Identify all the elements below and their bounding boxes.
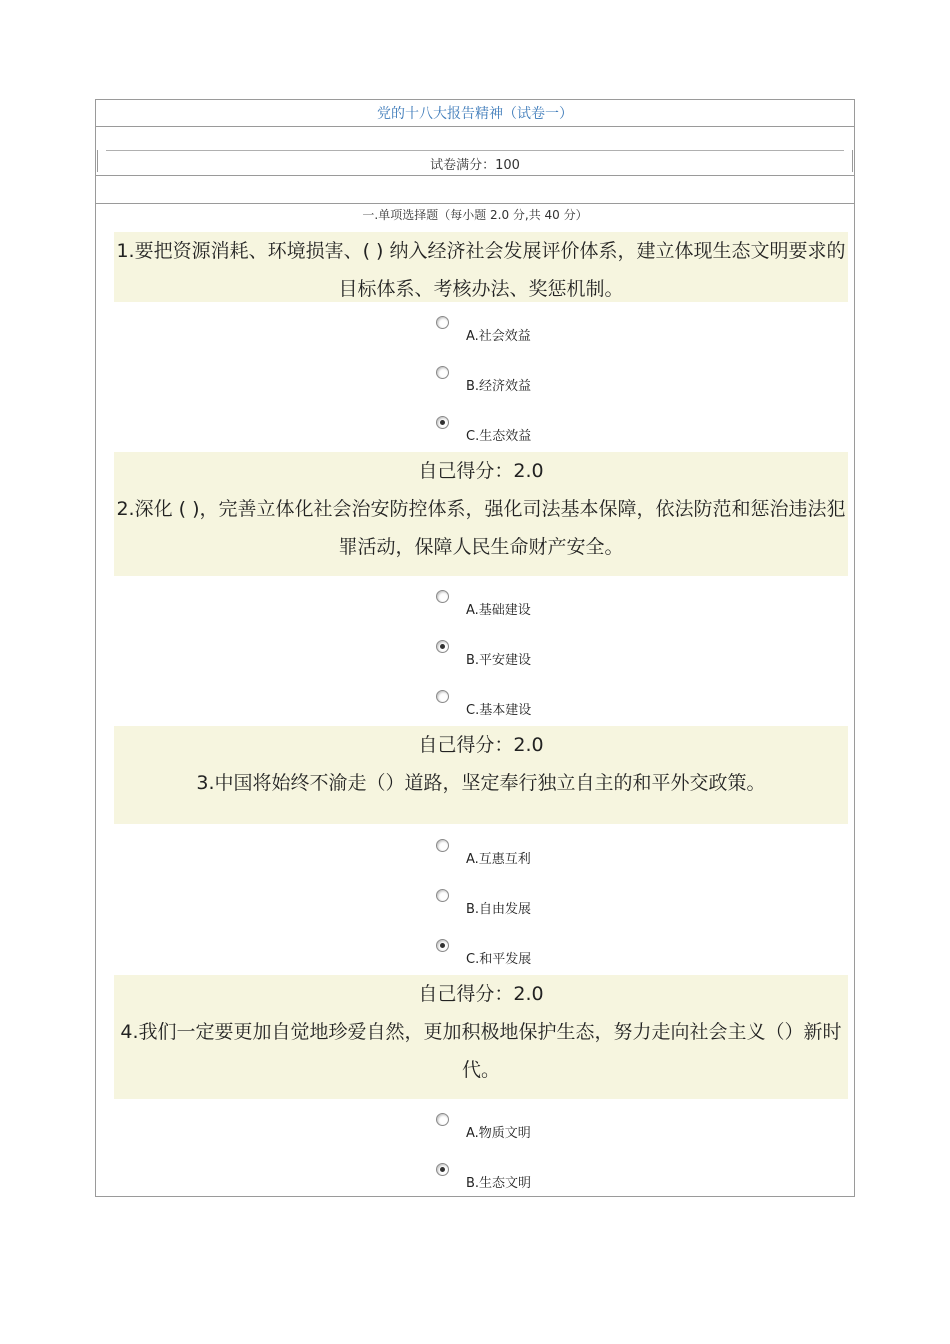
question-text: 1.要把资源消耗、环境损害、( ) 纳入经济社会发展评价体系，建立体现生态文明要求的目标体系、考核办法、奖惩机制。 [116,240,846,300]
divider [106,150,844,151]
option-1a[interactable] [96,316,854,346]
option-4b[interactable] [96,1163,854,1193]
question-text: 3.中国将始终不渝走（）道路，坚定奉行独立自主的和平外交政策。 [196,772,766,794]
radio-button[interactable] [436,366,449,379]
full-score-row [96,127,854,176]
exam-frame [95,99,855,1197]
radio-button[interactable] [436,640,449,653]
score-label: 自己得分：2.0 [418,460,544,482]
option-label: B.自由发展 [466,902,532,917]
radio-button[interactable] [436,889,449,902]
radio-button[interactable] [436,316,449,329]
question-1 [114,232,848,302]
section-header: 一.单项选择题（每小题 2.0 分,共 40 分） [362,208,588,222]
radio-button[interactable] [436,416,449,429]
exam-title: 党的十八大报告精神（试卷一） [377,106,573,122]
option-label: C.基本建设 [466,703,532,718]
option-4a[interactable] [96,1113,854,1143]
question-3 [114,726,848,824]
option-label: C.和平发展 [466,952,532,967]
question-text: 2.深化 ( )，完善立体化社会治安防控体系，强化司法基本保障，依法防范和惩治违法犯罪活动，保障人民生命财产安全。 [116,498,846,558]
blank-row [96,176,854,204]
option-label: A.社会效益 [466,329,531,344]
option-label: A.物质文明 [466,1126,531,1141]
question-4 [114,975,848,1099]
radio-button[interactable] [436,1163,449,1176]
option-2c[interactable] [96,690,854,720]
radio-button[interactable] [436,1113,449,1126]
radio-button[interactable] [436,839,449,852]
option-label: B.平安建设 [466,653,532,668]
radio-button[interactable] [436,939,449,952]
question-2 [114,452,848,576]
option-label: A.基础建设 [466,603,531,618]
full-score: 试卷满分：100 [430,158,520,173]
option-1c[interactable] [96,416,854,446]
option-label: A.互惠互利 [466,852,531,867]
option-label: B.生态文明 [466,1176,532,1191]
radio-button[interactable] [436,590,449,603]
option-3c[interactable] [96,939,854,969]
question-text: 4.我们一定要更加自觉地珍爱自然，更加积极地保护生态，努力走向社会主义（）新时代。 [120,1021,842,1081]
option-1b[interactable] [96,366,854,396]
exam-title-row [96,100,854,127]
score-label: 自己得分：2.0 [418,983,544,1005]
option-2b[interactable] [96,640,854,670]
option-3b[interactable] [96,889,854,919]
option-2a[interactable] [96,590,854,620]
option-label: B.经济效益 [466,379,532,394]
radio-button[interactable] [436,690,449,703]
score-label: 自己得分：2.0 [418,734,544,756]
option-3a[interactable] [96,839,854,869]
option-label: C.生态效益 [466,429,532,444]
